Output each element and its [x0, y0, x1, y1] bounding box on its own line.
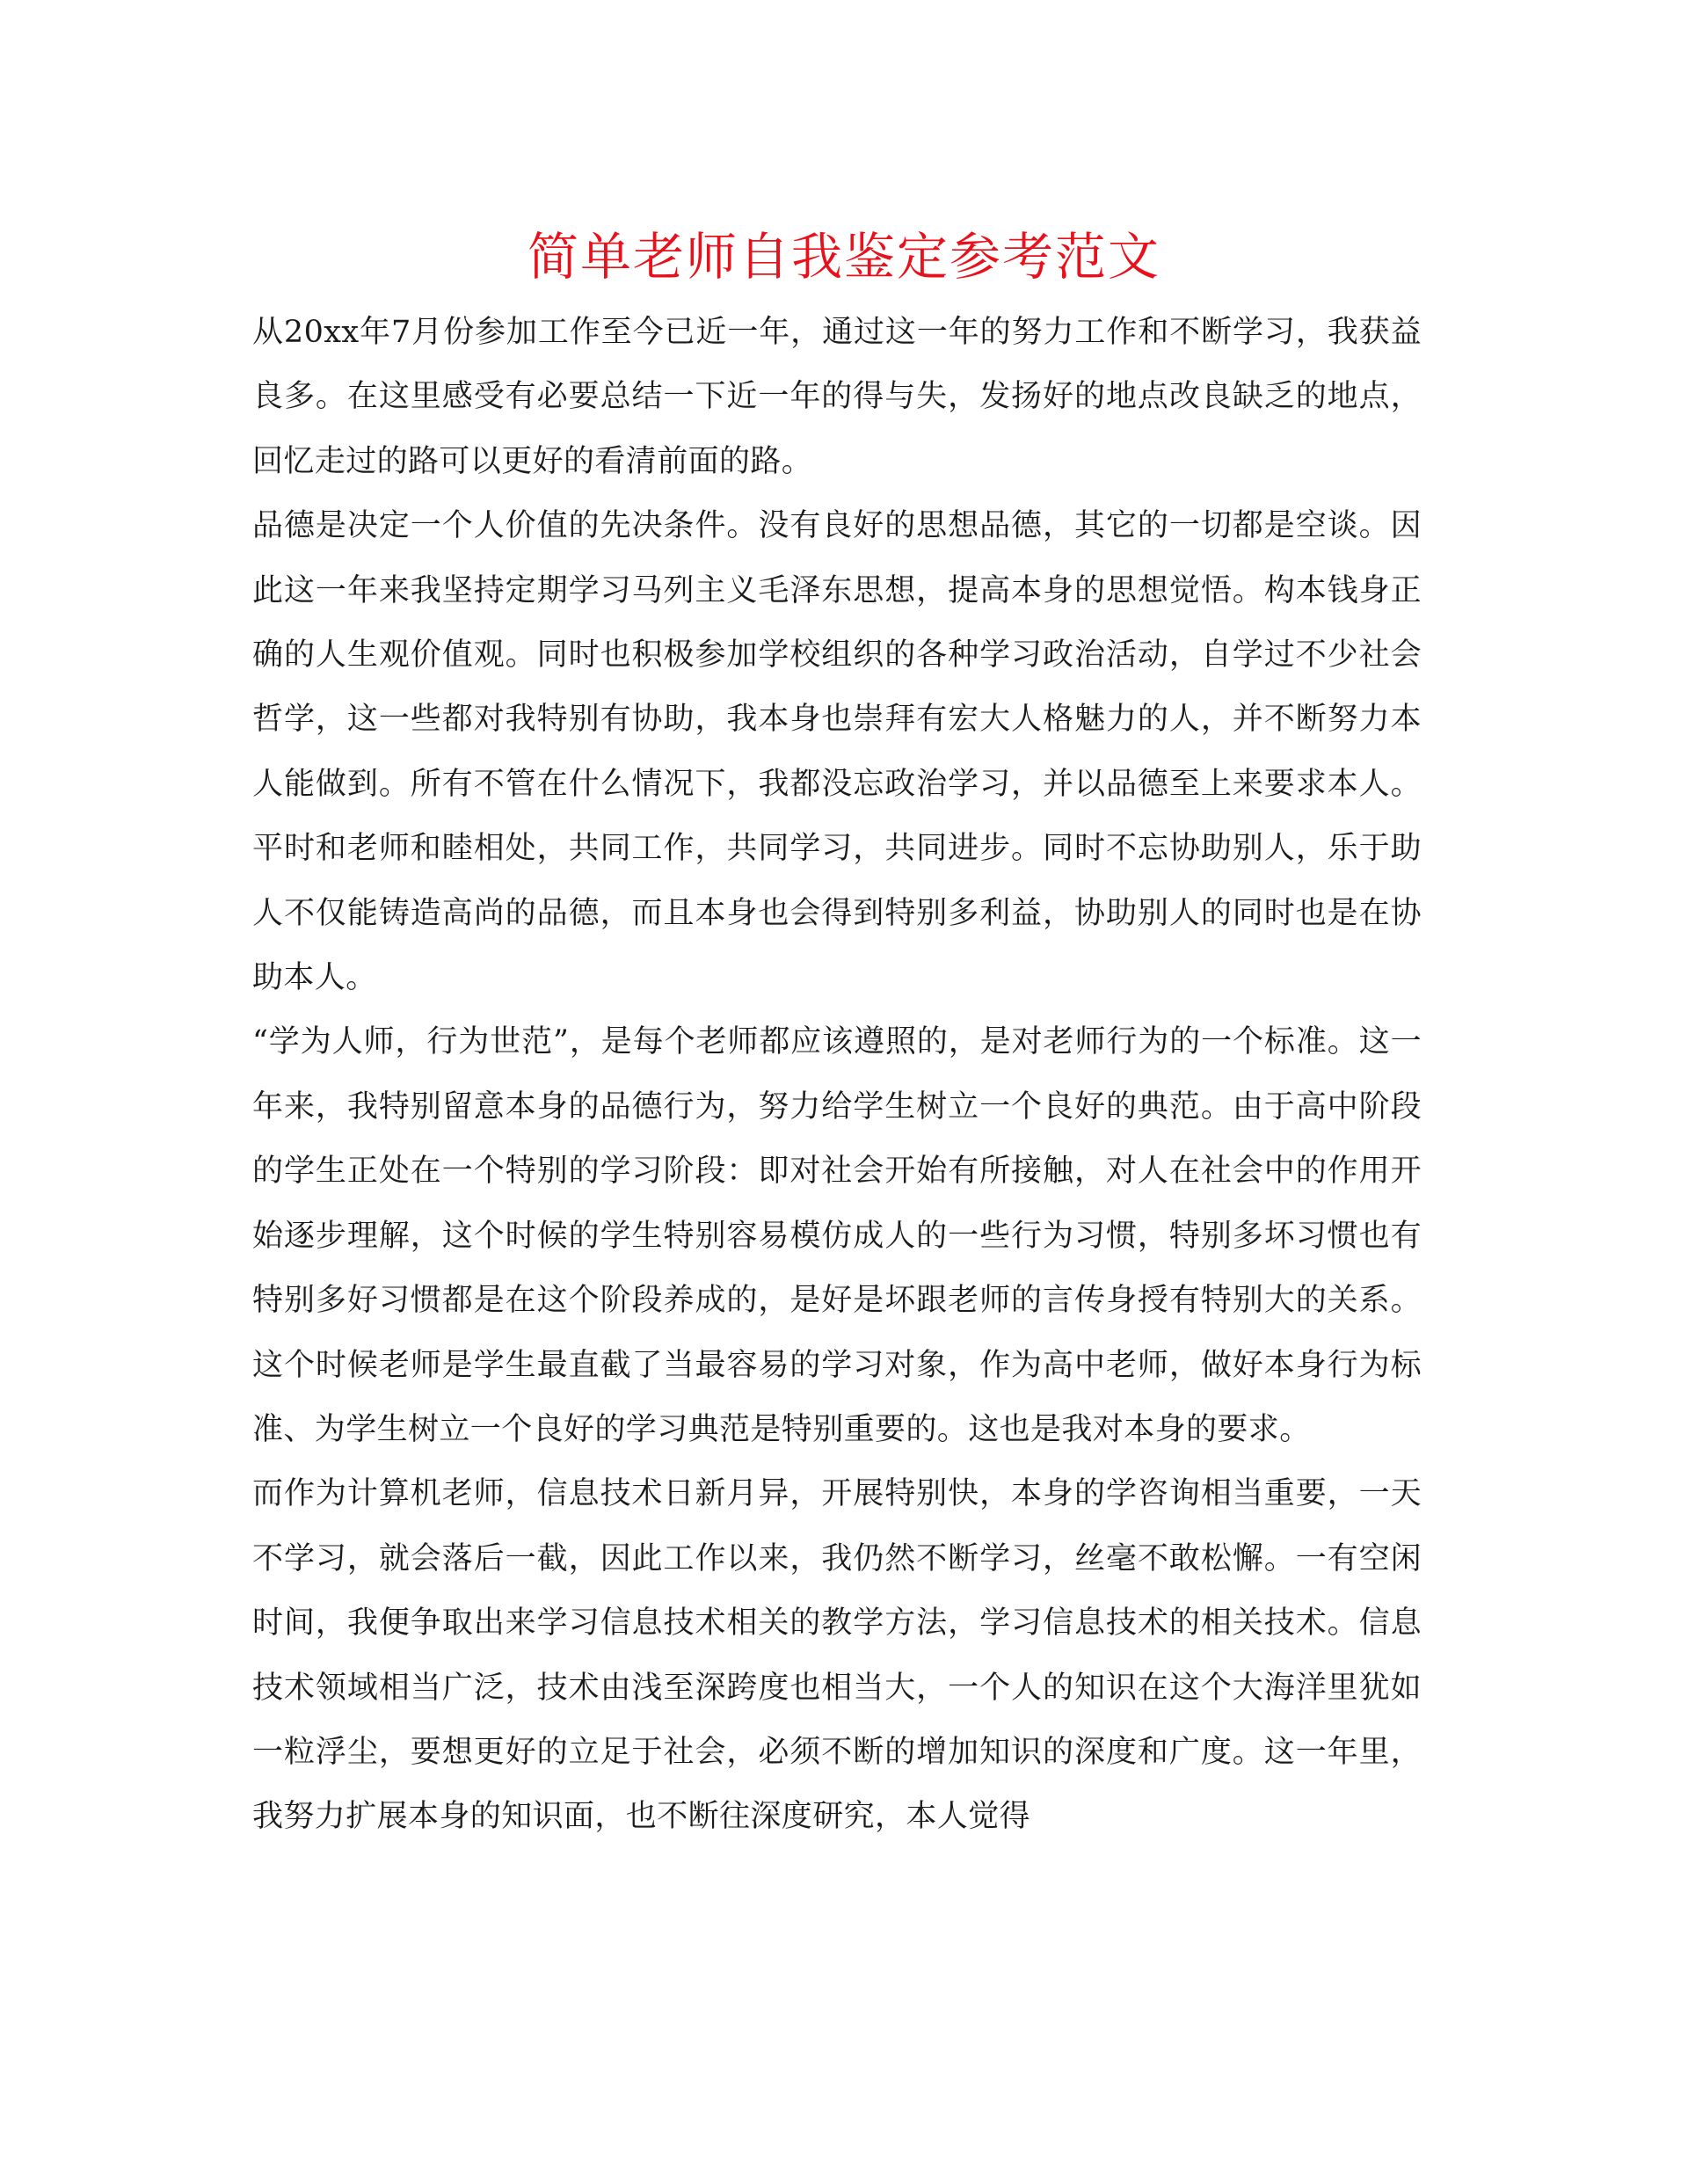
- paragraph-4: 而作为计算机老师，信息技术日新月异，开展特别快，本身的学咨询相当重要，一天不学习，就会落后一截，因此工作以来，我仍然不断学习，丝毫不敢松懈。一有空闲时间，我便争取出来学习信息技术相关的教学方法，学习信息技术的相关技术。信息技术领域相当广泛，技术由浅至深跨度也相当大，一个人的知识在这个大海洋里犹如一粒浮尘，要想更好的立足于社会，必须不断的增加知识的深度和广度。这一年里，我努力扩展本身的知识面，也不断往深度研究，本人觉得: [252, 1476, 1422, 1835]
- paragraph-2: 品德是决定一个人价值的先决条件。没有良好的思想品德，其它的一切都是空谈。因此这一年来我坚持定期学习马列主义毛泽东思想，提高本身的思想觉悟。构本钱身正确的人生观价值观。同时也积极参加学校组织的各种学习政治活动，自学过不少社会哲学，这一些都对我特别有协助，我本身也崇拜有宏大人格魅力的人，并不断努力本人能做到。所有不管在什么情况下，我都没忘政治学习，并以品德至上来要求本人。平时和老师和睦相处，共同工作，共同学习，共同进步。同时不忘协助别人，乐于助人不仅能铸造高尚的品德，而且本身也会得到特别多利益，协助别人的同时也是在协助本人。: [252, 508, 1422, 996]
- paragraph-1: 从20xx年7月份参加工作至今已近一年，通过这一年的努力工作和不断学习，我获益良多。在这里感受有必要总结一下近一年的得与失，发扬好的地点改良缺乏的地点，回忆走过的路可以更好的看清前面的路。: [252, 315, 1422, 479]
- paragraph-3: “学为人师，行为世范”，是每个老师都应该遵照的，是对老师行为的一个标准。这一年来，我特别留意本身的品德行为，努力给学生树立一个良好的典范。由于高中阶段的学生正处在一个特别的学习阶段：即对社会开始有所接触，对人在社会中的作用开始逐步理解，这个时候的学生特别容易模仿成人的一些行为习惯，特别多坏习惯也有特别多好习惯都是在这个阶段养成的，是好是坏跟老师的言传身授有特别大的关系。这个时候老师是学生最直截了当最容易的学习对象，作为高中老师，做好本身行为标准、为学生树立一个良好的学习典范是特别重要的。这也是我对本身的要求。: [252, 1024, 1422, 1447]
- document-title: 简单老师自我鉴定参考范文: [527, 227, 1160, 287]
- document-body: [252, 301, 1422, 1850]
